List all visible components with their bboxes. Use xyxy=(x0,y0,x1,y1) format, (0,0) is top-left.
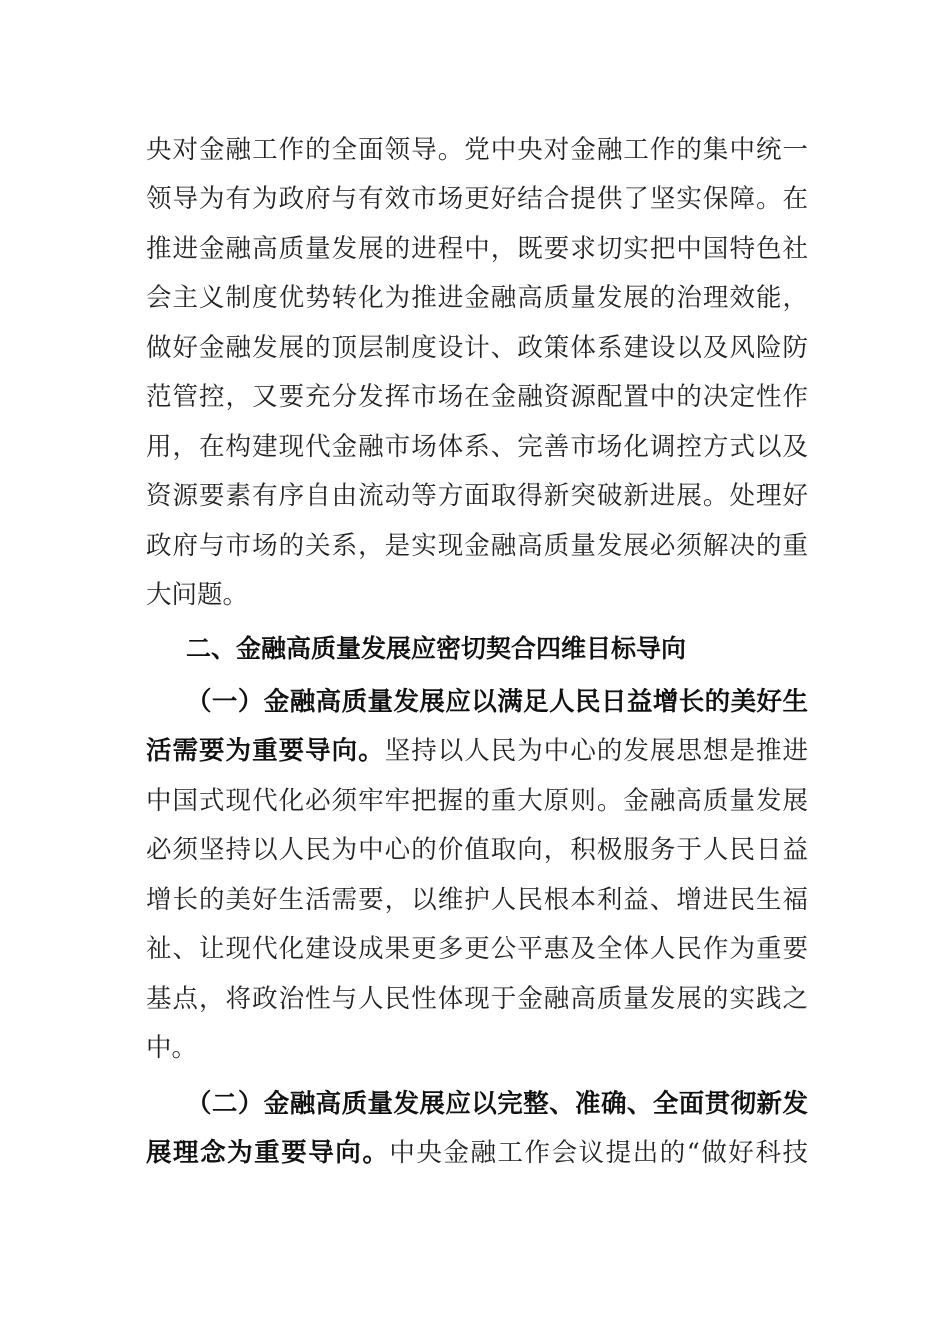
paragraph-line: 政府与市场的关系，是实现金融高质量发展必须解决的重 xyxy=(146,531,808,561)
paragraph-line: 范管控，又要充分发挥市场在金融资源配置中的决定性作 xyxy=(146,382,808,412)
paragraph-line: 资源要素有序自由流动等方面取得新突破新进展。处理好 xyxy=(146,481,808,511)
paragraph-line: 中国式现代化必须牢牢把握的重大原则。金融高质量发展 xyxy=(146,786,808,816)
paragraph-line xyxy=(146,1136,808,1170)
paragraph-line: 做好金融发展的顶层制度设计、政策体系建设以及风险防 xyxy=(146,333,808,363)
subsection-title: （一）金融高质量发展应以满足人民日益增长的美好生 xyxy=(186,687,808,717)
paragraph-line: 增长的美好生活需要，以维护人民根本利益、增进民生福 xyxy=(146,885,808,915)
subsection-title-end: 展理念为重要导向。 xyxy=(146,1138,390,1168)
paragraph-line: 祉、让现代化建设成果更多更公平惠及全体人民作为重要 xyxy=(146,934,808,964)
paragraph-line: 推进金融高质量发展的进程中，既要求切实把中国特色社 xyxy=(146,234,808,264)
paragraph-line: 中。 xyxy=(146,1033,198,1063)
paragraph-line: 央对金融工作的全面领导。党中央对金融工作的集中统一 xyxy=(146,135,808,165)
paragraph-text: 坚持以人民为中心的发展思想是推进 xyxy=(384,736,808,766)
paragraph-line: 领导为有为政府与有效市场更好结合提供了坚实保障。在 xyxy=(146,184,808,214)
paragraph-line: 必须坚持以人民为中心的价值取向，积极服务于人民日益 xyxy=(146,835,808,865)
section-heading: 二、金融高质量发展应密切契合四维目标导向 xyxy=(186,634,687,663)
subsection-title-end: 活需要为重要导向。 xyxy=(146,736,385,766)
paragraph-text: 中央金融工作会议提出的“做好科技 xyxy=(389,1138,808,1168)
paragraph-line xyxy=(146,734,808,768)
paragraph-line: 大问题。 xyxy=(146,580,249,610)
paragraph-line: 用，在构建现代金融市场体系、完善市场化调控方式以及 xyxy=(146,432,808,462)
paragraph-line: 会主义制度优势转化为推进金融高质量发展的治理效能， xyxy=(146,283,808,313)
subsection-title: （二）金融高质量发展应以完整、准确、全面贯彻新发 xyxy=(186,1089,808,1119)
paragraph-line: 基点，将政治性与人民性体现于金融高质量发展的实践之 xyxy=(146,984,808,1014)
